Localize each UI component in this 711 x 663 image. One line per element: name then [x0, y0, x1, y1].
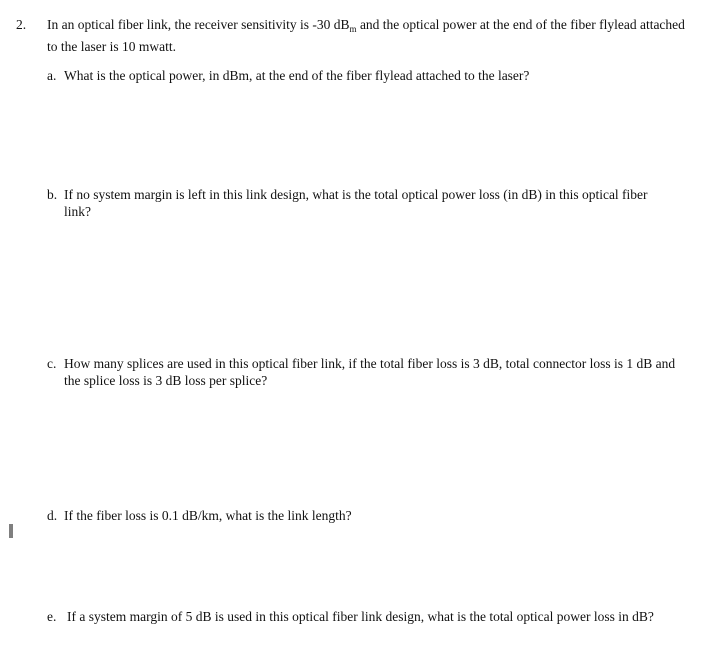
part-a-text: What is the optical power, in dBm, at the end of the fiber flylead attached to the laser?	[64, 68, 530, 83]
part-d-label: d.	[47, 508, 58, 523]
part-b-label: b.	[47, 187, 58, 202]
text-cursor-marker	[9, 524, 13, 538]
part-a-label: a.	[47, 68, 57, 83]
part-c-text: How many splices are used in this optical fiber link, if the total fiber loss is 3 dB, total connector loss is 1 dB and the splice loss is 3 dB loss per splice?	[64, 356, 676, 388]
part-e-text: If a system margin of 5 dB is used in this optical fiber link design, what is the total optical power loss in dB?	[67, 609, 654, 624]
question-stem	[47, 16, 687, 55]
part-d-text: If the fiber loss is 0.1 dB/km, what is the link length?	[64, 508, 352, 523]
part-b-text: If no system margin is left in this link design, what is the total optical power loss (in dB) in this optical fiber link?	[64, 187, 648, 219]
question-stem-text-continued: and the optical power at the end of the fiber flylead attached to the laser is 10 mwatt.	[47, 17, 685, 54]
question-stem-text: In an optical fiber link, the receiver sensitivity is -30 dB	[47, 17, 350, 32]
unit-subscript: m	[349, 24, 357, 34]
part-e-label: e.	[47, 609, 57, 624]
question-number: 2.	[16, 17, 27, 32]
part-c-label: c.	[47, 356, 57, 371]
